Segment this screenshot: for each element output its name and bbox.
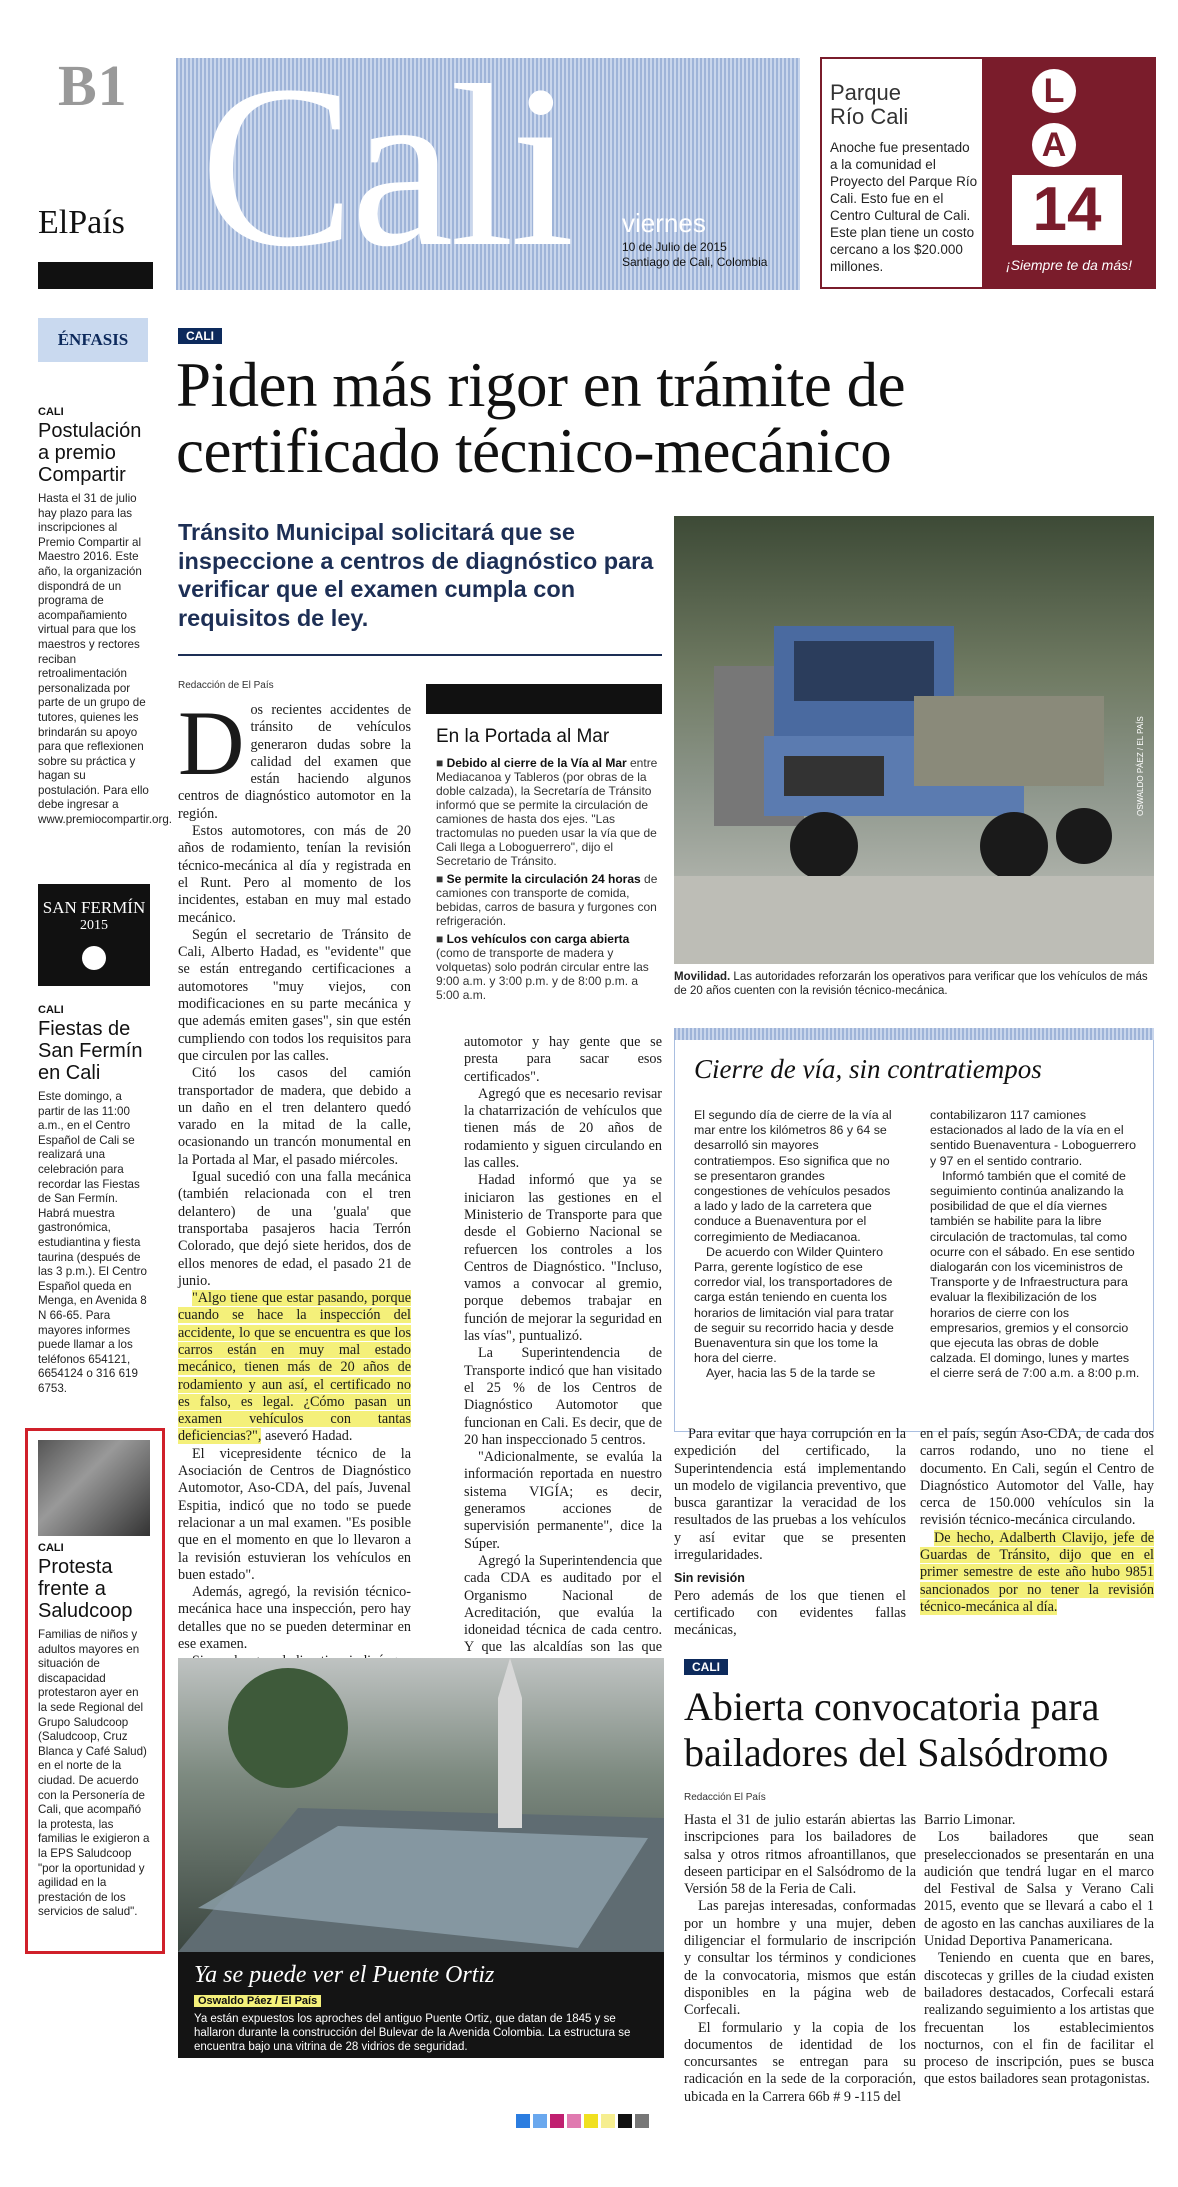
section-title: Cali (200, 38, 571, 295)
sidebar-tag: CALI (38, 1542, 64, 1554)
cierre-rule (674, 1028, 1154, 1040)
san-fermin-poster (38, 884, 150, 986)
paragraph: La Superintendencia de Transporte indicó que han visitado el 25 % de los Centros de Diagnóstico Automotor que funcionan en Cali. Es decir, que de 20 han inspeccionado 5 centros. (464, 1345, 662, 1448)
cierre-col-2 (930, 1108, 1140, 1382)
portada-bullet-3: ■ Los vehículos con carga abierta (como de transporte de madera y volquetas) solo podrán circular entre las 9:00 a.m. y 3:00 p.m. y de 8:00 p.m. a 5:00 a.m. (436, 932, 649, 1002)
masthead-day: viernes (622, 208, 706, 238)
swatch (567, 2114, 581, 2128)
highlighted-quote: "Algo tiene que estar pasando, porque cuando se hace la inspección del accidente, lo que se encuentra es que los carros están en muy mal estado mecánico, tienen más de 20 años de rodamiento y aun así, el certificado no es falso, es legal. ¿Cómo pasan un examen vehículos con tantas deficiencias?", (178, 1290, 411, 1445)
paragraph: Barrio Limonar. (924, 1812, 1016, 1828)
sidebar-item-sanfermin (38, 1004, 150, 1396)
sidebar-item-protesta (38, 1542, 150, 1920)
cierre-title: Cierre de vía, sin contratiempos (694, 1054, 1042, 1084)
paragraph: Pero además de los que tienen el certificado con evidentes fallas mecánicas, (674, 1587, 906, 1639)
swatch (618, 2114, 632, 2128)
paragraph: Hasta el 31 de julio estarán abiertas las inscripciones para los bailadores de salsa y otros ritmos afroantillanos, que deseen participar en el Salsódromo de la Versión 58 de la Feria de Cali. (684, 1812, 916, 1898)
paragraph: Teniendo en cuenta que en bares, discotecas y grilles de la ciudad existen bailadores destacados, Corfecali estará realizando seguimiento a los artistas que frecuentan los establecimientos nocturnos, con el fin de facilitar el proceso de inscripción, pues se busca que estos bailadores sean protagonistas. (924, 1950, 1154, 2088)
brand-bar (38, 262, 153, 289)
paragraph: Las parejas interesadas, conformadas por un hombre y una mujer, deben diligenciar el formulario de inscripción y consultar los términos y condiciones de la convocatoria, mismos que están disponibles en la página web de Corfecali. (684, 1898, 916, 2019)
highlighted-text: De hecho, Adalberth Clavijo, jefe de Guardas de Tránsito, dijo que en el primer semestre de este año hubo 9851 sancionados por no tener la revisión técnico-mecánica al día. (920, 1529, 1154, 1615)
salsa-headline: Abierta convocatoria para bailadores del Salsódromo (684, 1684, 1109, 1775)
portada-bar (426, 684, 662, 714)
swatch (601, 2114, 615, 2128)
sidebar-tag: CALI (38, 406, 64, 418)
bridge-glass-icon (178, 1658, 664, 1952)
portada-bullet-2: ■ Se permite la circulación 24 horas de camiones con transporte de comida, bebidas, carros de basura y furgones con refrigeración. (436, 872, 658, 928)
truck-icon (674, 516, 1154, 964)
puente-title: Ya se puede ver el Puente Ortiz (194, 1962, 495, 1988)
main-col-3 (674, 1426, 906, 1640)
paragraph: en el país, según Aso-CDA, de cada dos carros rodando, uno no tiene el documento. En Cali, según el Centro de Diagnóstico Automotor del Valle, hay cerca de 150.000 vehículos sin la revisión técnico-mecánica circulando. (920, 1426, 1154, 1529)
poster-face-icon (82, 946, 106, 970)
sidebar-body: Este domingo, a partir de las 11:00 a.m., en el Centro Español de Cali se realizará una celebración para recordar las Fiestas de San Fermín. Habrá muestra gastronómica, estudiantina y fiesta taurina (después de las 3 p.m.). El Centro Español queda en Menga, en Avenida 8 N 66-65. Para mayores informes puede llamar a los teléfonos 654121, 6654124 o 316 619 6753. (38, 1090, 147, 1395)
salsa-tag: CALI (684, 1658, 728, 1676)
protest-photo (38, 1440, 150, 1536)
photo-credit: OSWALDO PÁEZ / EL PAÍS (1136, 716, 1145, 816)
paragraph: Para evitar que haya corrupción en la expedición del certificado, la Superintendencia está implementando un modelo de vigilancia preventivo, que busca garantizar la veracidad de los resultados de las pruebas a los vehículos y así evitar que se presenten irregularidades. (674, 1426, 906, 1564)
paragraph: contabilizaron 117 camiones estacionados al lado de la vía en el sentido Buenaventura - Loboguerrero y 97 en el sentido contrario. (930, 1108, 1136, 1168)
main-byline: Redacción de El País (178, 680, 274, 691)
truck-photo (674, 516, 1154, 964)
poster-text: SAN FERMÍN (42, 898, 146, 917)
swatch (635, 2114, 649, 2128)
enfasis-label: ÉNFASIS (57, 330, 129, 349)
paragraph: El vicepresidente técnico de la Asociación de Centros de Diagnóstico Automotor, Aso-CDA, del país, Juvenal Espitia, indicó que no todo se puede relacionar a un mal examen. "Es posible que en el momento en que lo llevaron a la revisión estuvieran los vehículos en buen estado". (178, 1445, 411, 1583)
section-tag: CALI (178, 327, 222, 345)
main-col-4 (920, 1426, 1154, 1616)
photo-caption (674, 970, 1154, 998)
sidebar-headline: Postulación a premio Compartir (38, 420, 142, 486)
puente-photo (178, 1658, 664, 1952)
promo-body: Anoche fue presentado a la comunidad el Proyecto del Parque Río Cali. Esto fue en el Centro Cultural de Cali. Este plan tiene un costo cercano a los $20.000 millones. (830, 140, 978, 274)
main-col-1 (178, 692, 411, 1723)
paragraph: Estos automotores, con más de 20 años de rodamiento, tenían la revisión técnico-mecánica al día y registrada en el Runt. Pero al momento de los incidentes, estaban en muy mal estado mecánico. (178, 823, 411, 926)
paragraph: Además, agregó, la revisión técnico-mecánica hace una inspección, pero hay detalles que no se pueden determinar en ese examen. (178, 1584, 411, 1653)
paragraph: El segundo día de cierre de la vía al mar entre los kilómetros 86 y 64 se desarrolló sin mayores contratiempos. Eso significa que no se presentaron grandes congestiones de vehículos pesados a lado y lado de la carretera que conduce a Buenaventura por el corregimiento de Mediacanoa. (694, 1108, 892, 1244)
swatch (516, 2114, 530, 2128)
drop-cap: D (178, 692, 245, 794)
promo-title-2: Río Cali (830, 104, 909, 129)
puente-caption-box (178, 1952, 664, 2058)
salsa-col-1 (684, 1812, 916, 2106)
portada-bullet-1: ■ Debido al cierre de la Vía al Mar entre Mediacanoa y Tableros (por obras de la doble calzada), la Secretaría de Tránsito informó que se permite la circulación de camiones de hasta dos ejes. "Las tractomulas no pueden usar la vía que de Cali llega a Loboguerrero", dijo el Secretario de Tránsito. (436, 756, 658, 868)
paragraph: De acuerdo con Wilder Quintero Parra, gerente logístico de ese corredor vial, los transportadores de carga están teniendo en cuenta los horarios de limitación vial para tratar de seguir su recorrido hacia y desde Buenaventura sin que los tome la hora del cierre. (694, 1244, 894, 1366)
salsa-byline: Redacción El País (684, 1792, 766, 1803)
portada-title: En la Portada al Mar (436, 726, 610, 747)
sidebar-body: Familias de niños y adultos mayores en situación de discapacidad protestaron ayer en la sede Regional del Grupo Saludcoop (Saludcoop, Cruz Blanca y Café Salud) en el norte de la ciudad. De acuerdo con la Personería de Cali, que acompañó la protesta, las familias le exigieron a la EPS Saludcoop "por la oportunidad y agilidad en la prestación de los servicios de salud". (38, 1628, 150, 1919)
print-color-bar (516, 2114, 649, 2128)
paragraph: El formulario y la copia de los documentos de identidad de los concursantes se entregan para su radicación en la sede de la corporación, ubicada en la Carrera 66b # 9 -115 del (684, 2019, 916, 2105)
puente-credit: Oswaldo Páez / El País (194, 1995, 321, 2007)
paragraph: Hadad informó que ya se iniciaron las gestiones en el Ministerio de Transporte para que desde el Gobierno Nacional se refuercen los controles a los Centros de Diagnóstico. "Incluso, vamos a convocar al gremio, porque debemos trabajar en función de mejorar la seguridad en las vías", puntualizó. (464, 1172, 662, 1345)
enfasis-header (38, 318, 148, 362)
la14-slogan: ¡Siempre te da más! (1005, 257, 1133, 273)
paragraph: Los bailadores que sean preseleccionados se presentarán en una audición que tendrá lugar en el marco del Festival de Salsa y Verano Cali 2015, evento que se llevará a cabo el 1 de agosto en las canchas auxiliares de la Unidad Deportiva Panamericana. (924, 1829, 1154, 1950)
masthead-place: Santiago de Cali, Colombia (622, 255, 768, 269)
cierre-col-1 (694, 1108, 900, 1382)
paragraph: Igual sucedió con una falla mecánica (también relacionada con el tren delantero) de una 'guala' que transportaba pasajeros hacia Terrón Colorado, que dejó siete heridos, dos de ellos menores de edad, el pasado 21 de junio. (178, 1169, 411, 1289)
sidebar-tag: CALI (38, 1004, 64, 1016)
deck-rule (178, 654, 662, 656)
salsa-col-2 (924, 1812, 1154, 2089)
poster-year: 2015 (80, 918, 108, 933)
quote-attribution: aseveró Hadad. (261, 1428, 353, 1445)
swatch (533, 2114, 547, 2128)
paragraph: automotor y hay gente que se presta para sacar esos certificados". (464, 1034, 662, 1085)
swatch (584, 2114, 598, 2128)
la14-number: 14 (1012, 175, 1122, 245)
paragraph: Agregó la Superintendencia que cada CDA es auditado por el Organismo Nacional de Acreditación, que evalúa la idoneidad técnica de cada centro. Y que las alcaldías son las que (464, 1552, 662, 1656)
paragraph: Ayer, hacia las 5 de la tarde se (706, 1366, 876, 1381)
la14-letter-a: A (1032, 123, 1076, 167)
masthead-date: 10 de Julio de 2015 (622, 240, 727, 254)
paragraph: Agregó que es necesario revisar la chatarrización de vehículos que tienen más de 20 años de rodamiento y siguen circulando en las calles. (464, 1085, 662, 1172)
paragraph: os recientes accidentes de tránsito de vehículos generaron dudas sobre la calidad del examen que están haciendo algunos centros de diagnóstico automotor en la región. (178, 702, 411, 822)
la14-logo (982, 57, 1156, 289)
paragraph: Según el secretario de Tránsito de Cali, Alberto Hadad, es "evidente" que se están entregando certificaciones a automotores "muy viejos, con modificaciones en su parte mecánica y que además emiten gases", sin que estén cumpliendo con todos los requisitos para que circulen por las calles. (178, 926, 411, 1064)
promo-box (820, 57, 1154, 289)
brand-logo: ElPaís (38, 204, 125, 241)
puente-caption: Ya están expuestos los aproches del antiguo Puente Ortiz, que datan de 1845 y se hallaron durante la construcción del Bulevar de la Avenida Colombia. La estructura se encuentra bajo una vitrina de 28 vidrios de seguridad. (194, 2013, 631, 2053)
main-headline: Piden más rigor en trámite de certificado técnico-mecánico (176, 350, 906, 486)
paragraph: "Adicionalmente, se evalúa la información reportada en nuestro sistema VIGÍA; es decir, generamos acciones de supervisión permanente", dice la Súper. (464, 1449, 662, 1552)
paragraph: Citó los casos del camión transportador de madera, que debido a un daño en el tren delantero quedó varado en la mitad de la calle, ocasionando un trancón monumental en la Portada al Mar, el pasado miércoles. (178, 1065, 411, 1168)
caption-lead: Movilidad. (674, 971, 731, 983)
promo-title-1: Parque (830, 80, 901, 105)
sidebar-item-postulacion (38, 406, 173, 828)
portada-box (426, 720, 662, 1002)
subhead: Sin revisión (674, 1571, 745, 1586)
main-deck: Tránsito Municipal solicitará que se inspeccione a centros de diagnóstico para verificar que el examen cumpla con requisitos de ley. (178, 519, 654, 631)
sidebar-headline: Protesta frente a Saludcoop (38, 1556, 133, 1622)
la14-letter-l: L (1032, 69, 1076, 113)
paragraph: Informó también que el comité de seguimiento continúa analizando la posibilidad de que el día viernes también se habilite para la libre circulación de tractomulas, tal como ocurre con el sábado. En ese sentido dialogarán con los viceministros de Transporte y de Infraestructura para evaluar la flexibilización de los horarios de cierre con los empresarios, gremios y el consorcio que ejecuta las obras de doble calzada. El domingo, lunes y martes el cierre será de 7:00 a.m. a 8:00 p.m. (930, 1168, 1140, 1381)
caption-text: Las autoridades reforzarán los operativos para verificar que los vehículos de más de 20 años cuenten con la revisión técnico-mecánica. (674, 971, 1148, 997)
sidebar-body: Hasta el 31 de julio hay plazo para las inscripciones al Premio Compartir al Maestro 2016. Este año, la organización dispondrá de un programa de acompañamiento virtual para que los maestros y rectores reciban retroalimentación personalizada por parte de un grupo de tutores, quienes les brindarán su apoyo para que reflexionen sobre su práctica y hagan su postulación. Para ello debe ingresar a www.premiocompartir.org. (38, 492, 173, 827)
sidebar-headline: Fiestas de San Fermín en Cali (38, 1018, 143, 1084)
swatch (550, 2114, 564, 2128)
page-code: B1 (58, 53, 128, 118)
